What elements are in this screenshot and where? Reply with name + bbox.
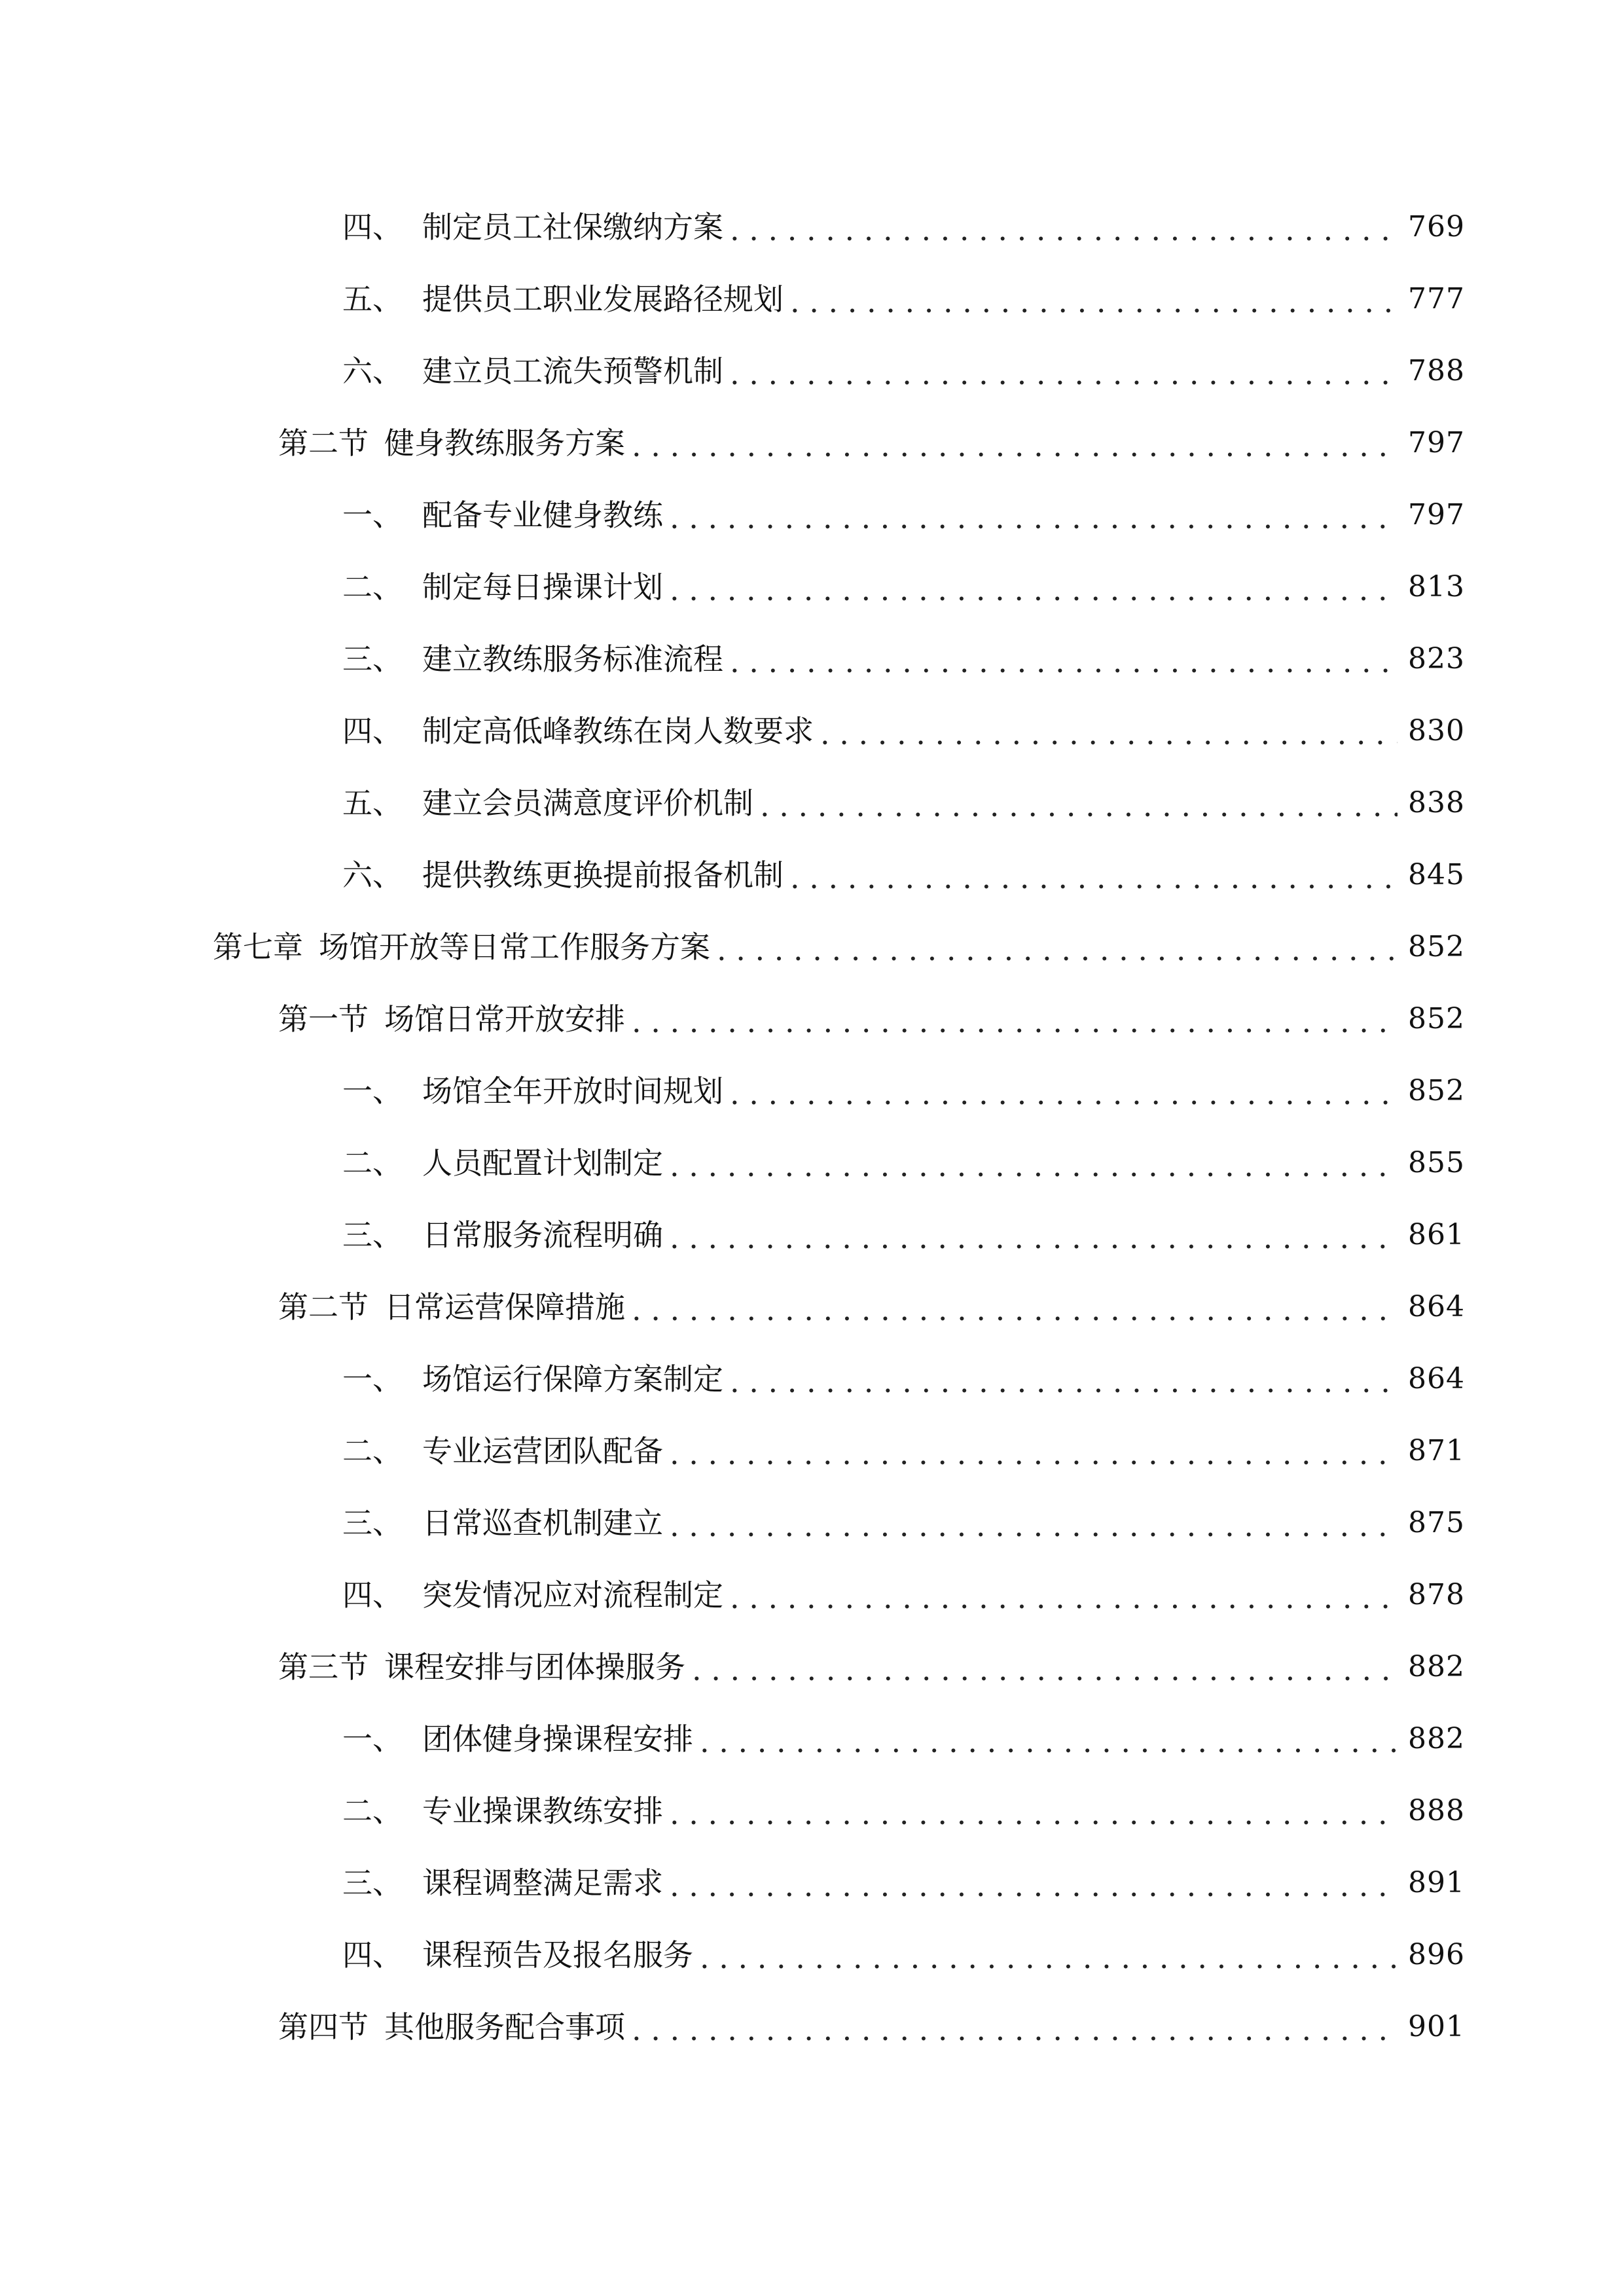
toc-entry-prefix: 六、 (342, 353, 403, 389)
toc-dot-leader (670, 503, 1398, 533)
toc-page-number: 901 (1408, 2010, 1465, 2043)
toc-entry-prefix: 四、 (342, 1577, 403, 1613)
toc-page-number: 855 (1408, 1146, 1465, 1179)
toc-entry-prefix: 一、 (342, 1073, 403, 1109)
toc-entry-title: 配备专业健身教练 (422, 497, 663, 533)
toc-entry[interactable] (0, 839, 1624, 911)
toc-page-number: 875 (1408, 1506, 1465, 1539)
toc-entry[interactable] (0, 1055, 1624, 1127)
toc-dot-leader (632, 1007, 1398, 1037)
toc-page-number: 891 (1408, 1866, 1465, 1899)
toc-page-number: 861 (1408, 1218, 1465, 1251)
toc-dot-leader (730, 359, 1398, 389)
toc-entry-title: 建立教练服务标准流程 (422, 641, 723, 677)
toc-dot-leader (670, 1799, 1398, 1829)
toc-entry-prefix: 一、 (342, 1361, 403, 1397)
toc-entry-prefix: 三、 (342, 1217, 403, 1253)
toc-entry[interactable] (0, 983, 1624, 1055)
toc-dot-leader (700, 1727, 1398, 1757)
toc-entry-prefix: 六、 (342, 857, 403, 893)
toc-page-number: 797 (1408, 498, 1465, 531)
toc-entry[interactable] (0, 1775, 1624, 1847)
toc-page-number: 838 (1408, 786, 1465, 819)
toc-entry[interactable] (0, 623, 1624, 695)
toc-entry-prefix: 第二节 (278, 1289, 369, 1325)
toc-page-number: 788 (1408, 354, 1465, 387)
toc-entry-title: 突发情况应对流程制定 (422, 1577, 723, 1613)
toc-entry[interactable] (0, 1271, 1624, 1343)
toc-dot-leader (730, 647, 1398, 677)
toc-page-number: 864 (1408, 1362, 1465, 1395)
toc-entry[interactable] (0, 407, 1624, 479)
toc-dot-leader (670, 1223, 1398, 1253)
toc-dot-leader (730, 1079, 1398, 1109)
toc-entry-title: 提供教练更换提前报备机制 (422, 857, 784, 893)
toc-dot-leader (730, 1583, 1398, 1613)
toc-entry-title: 专业操课教练安排 (422, 1793, 663, 1829)
toc-entry-title: 制定每日操课计划 (422, 569, 663, 605)
toc-page-number: 769 (1408, 210, 1465, 243)
toc-entry-title: 专业运营团队配备 (422, 1433, 663, 1469)
toc-page-number: 882 (1408, 1722, 1465, 1755)
toc-entry-prefix: 五、 (342, 785, 403, 821)
toc-entry[interactable] (0, 1487, 1624, 1559)
toc-entry-title: 团体健身操课程安排 (422, 1721, 693, 1757)
toc-entry-title: 健身教练服务方案 (384, 425, 625, 461)
toc-entry-prefix: 二、 (342, 1433, 403, 1469)
toc-entry-title: 场馆开放等日常工作服务方案 (319, 929, 710, 965)
toc-page-number: 871 (1408, 1434, 1465, 1467)
toc-entry-title: 课程调整满足需求 (422, 1865, 663, 1901)
toc-page-number: 852 (1408, 930, 1465, 963)
toc-page-number: 888 (1408, 1794, 1465, 1827)
toc-page-number: 852 (1408, 1074, 1465, 1107)
toc-entry[interactable] (0, 335, 1624, 407)
toc-page-number: 852 (1408, 1002, 1465, 1035)
toc-entry[interactable] (0, 191, 1624, 263)
toc-entry[interactable] (0, 1343, 1624, 1415)
toc-entry-prefix: 第二节 (278, 425, 369, 461)
toc-dot-leader (632, 431, 1398, 461)
toc-entry[interactable] (0, 1199, 1624, 1271)
toc-entry-prefix: 二、 (342, 1793, 403, 1829)
toc-entry-prefix: 第七章 (213, 929, 303, 965)
toc-dot-leader (730, 1367, 1398, 1397)
toc-dot-leader (670, 575, 1398, 605)
table-of-contents (0, 191, 1624, 2063)
toc-entry[interactable] (0, 263, 1624, 335)
toc-page-number: 882 (1408, 1650, 1465, 1683)
toc-page-number: 813 (1408, 570, 1465, 603)
toc-entry-title: 制定员工社保缴纳方案 (422, 209, 723, 245)
toc-entry-prefix: 三、 (342, 641, 403, 677)
toc-dot-leader (670, 1439, 1398, 1469)
toc-page-number: 797 (1408, 426, 1465, 459)
toc-entry-prefix: 第三节 (278, 1649, 369, 1685)
toc-dot-leader (632, 2015, 1398, 2045)
toc-entry[interactable] (0, 551, 1624, 623)
toc-page-number: 823 (1408, 642, 1465, 675)
toc-page-number: 830 (1408, 714, 1465, 747)
toc-entry-title: 日常服务流程明确 (422, 1217, 663, 1253)
toc-dot-leader (730, 215, 1398, 245)
toc-entry-title: 课程安排与团体操服务 (384, 1649, 685, 1685)
toc-entry-prefix: 一、 (342, 1721, 403, 1757)
toc-entry-title: 建立员工流失预警机制 (422, 353, 723, 389)
toc-entry-title: 其他服务配合事项 (384, 2009, 625, 2045)
toc-dot-leader (700, 1943, 1398, 1973)
toc-entry-prefix: 四、 (342, 209, 403, 245)
toc-entry[interactable] (0, 1559, 1624, 1631)
toc-entry-title: 场馆运行保障方案制定 (422, 1361, 723, 1397)
toc-entry-prefix: 二、 (342, 1145, 403, 1181)
toc-entry-prefix: 第一节 (278, 1001, 369, 1037)
toc-entry[interactable] (0, 767, 1624, 839)
toc-entry-title: 制定高低峰教练在岗人数要求 (422, 713, 814, 749)
toc-entry-prefix: 第四节 (278, 2009, 369, 2045)
toc-dot-leader (670, 1151, 1398, 1181)
toc-entry[interactable] (0, 695, 1624, 767)
toc-entry-prefix: 三、 (342, 1865, 403, 1901)
toc-entry-title: 日常巡查机制建立 (422, 1505, 663, 1541)
toc-entry-prefix: 五、 (342, 281, 403, 317)
toc-dot-leader (790, 863, 1398, 893)
toc-entry[interactable] (0, 479, 1624, 551)
toc-entry[interactable] (0, 1127, 1624, 1199)
toc-page-number: 845 (1408, 858, 1465, 891)
toc-entry-title: 日常运营保障措施 (384, 1289, 625, 1325)
toc-entry-title: 人员配置计划制定 (422, 1145, 663, 1181)
toc-entry-title: 场馆日常开放安排 (384, 1001, 625, 1037)
toc-dot-leader (717, 935, 1398, 965)
toc-page-number: 777 (1408, 282, 1465, 315)
toc-dot-leader (670, 1511, 1398, 1541)
toc-dot-leader (670, 1871, 1398, 1901)
toc-entry[interactable] (0, 1631, 1624, 1703)
toc-page-number: 896 (1408, 1938, 1465, 1971)
toc-entry-prefix: 三、 (342, 1505, 403, 1541)
toc-entry-title: 场馆全年开放时间规划 (422, 1073, 723, 1109)
toc-entry[interactable] (0, 911, 1624, 983)
toc-page-number: 878 (1408, 1578, 1465, 1611)
toc-dot-leader (692, 1655, 1398, 1685)
toc-entry[interactable] (0, 1991, 1624, 2063)
toc-entry-title: 课程预告及报名服务 (422, 1937, 693, 1973)
toc-dot-leader (760, 791, 1398, 821)
toc-entry-prefix: 二、 (342, 569, 403, 605)
toc-entry-prefix: 一、 (342, 497, 403, 533)
toc-entry-title: 建立会员满意度评价机制 (422, 785, 753, 821)
toc-dot-leader (790, 287, 1398, 317)
toc-entry[interactable] (0, 1415, 1624, 1487)
toc-entry-prefix: 四、 (342, 1937, 403, 1973)
toc-dot-leader (632, 1295, 1398, 1325)
toc-page-number: 864 (1408, 1290, 1465, 1323)
toc-entry-title: 提供员工职业发展路径规划 (422, 281, 784, 317)
toc-entry[interactable] (0, 1703, 1624, 1775)
toc-entry-prefix: 四、 (342, 713, 403, 749)
toc-dot-leader (820, 719, 1398, 749)
toc-entry[interactable] (0, 1919, 1624, 1991)
toc-entry[interactable] (0, 1847, 1624, 1919)
